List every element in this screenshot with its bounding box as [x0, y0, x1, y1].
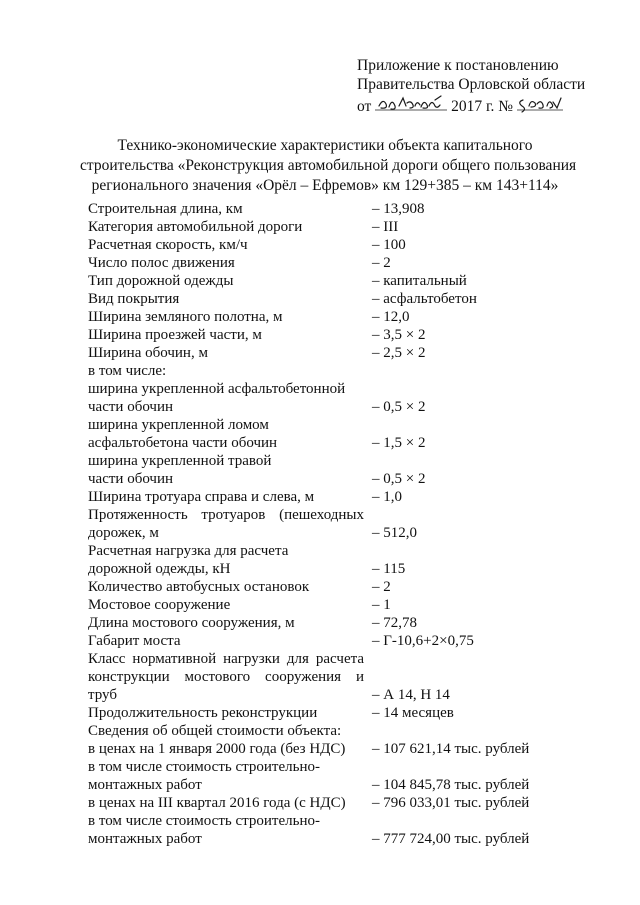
- spec-label: Ширина земляного полотна, м: [88, 309, 283, 325]
- spec-row: [88, 326, 558, 344]
- date-prefix: от: [357, 98, 372, 115]
- spec-label: труб: [88, 687, 117, 703]
- spec-value: – 1,5 × 2: [372, 435, 426, 451]
- spec-label: части обочин: [88, 471, 174, 487]
- spec-row: [88, 578, 558, 596]
- spec-row: [88, 668, 558, 686]
- spec-label: асфальтобетона части обочин: [88, 435, 278, 451]
- spec-value: – 0,5 × 2: [372, 471, 426, 487]
- spec-label: Категория автомобильной дороги: [88, 219, 303, 235]
- spec-row: [88, 704, 558, 722]
- spec-value: – 796 033,01 тыс. рублей: [372, 795, 530, 811]
- spec-row: [88, 758, 558, 776]
- handwritten-date: [375, 94, 447, 112]
- spec-value: – 13,908: [372, 201, 425, 217]
- spec-row: [88, 344, 558, 362]
- spec-label: Количество автобусных остановок: [88, 579, 310, 595]
- spec-row: [88, 632, 558, 650]
- spec-row: [88, 614, 558, 632]
- spec-row: [88, 218, 558, 236]
- spec-value: – 1,0: [372, 489, 402, 505]
- spec-label: Габарит моста: [88, 633, 181, 649]
- spec-value: – 1: [372, 597, 391, 613]
- spec-value: – 12,0: [372, 309, 410, 325]
- spec-row: [88, 596, 558, 614]
- spec-label: Ширина обочин, м: [88, 345, 208, 361]
- spec-row: [88, 272, 558, 290]
- spec-value: – 777 724,00 тыс. рублей: [372, 831, 530, 847]
- spec-label: дорожной одежды, кН: [88, 561, 231, 577]
- spec-row: [88, 560, 558, 578]
- spec-label: монтажных работ: [88, 831, 202, 847]
- spec-value: – 2: [372, 255, 391, 271]
- spec-row: [88, 470, 558, 488]
- spec-row: [88, 812, 558, 830]
- spec-label: ширина укрепленной асфальтобетонной: [88, 381, 346, 397]
- spec-label: дорожек, м: [88, 525, 159, 541]
- spec-row: [88, 434, 558, 452]
- spec-row: [88, 506, 558, 524]
- spec-value: – III: [372, 219, 399, 235]
- spec-value: – 100: [372, 237, 406, 253]
- spec-row: [88, 362, 558, 380]
- spec-label: части обочин: [88, 399, 174, 415]
- spec-row: [88, 542, 558, 560]
- spec-label: в том числе стоимость строительно-: [88, 813, 320, 829]
- date-suffix: 2017 г. №: [451, 98, 514, 115]
- spec-label: в ценах на III квартал 2016 года (с НДС): [88, 795, 346, 811]
- spec-value: – капитальный: [372, 273, 467, 289]
- appendix-date-line: [357, 94, 627, 116]
- spec-label: монтажных работ: [88, 777, 202, 793]
- spec-value: – 115: [372, 561, 406, 577]
- appendix-line-2: Правительства Орловской области: [357, 76, 586, 93]
- spec-row: [88, 380, 558, 398]
- spec-row: [88, 254, 558, 272]
- spec-label: Число полос движения: [88, 255, 235, 271]
- spec-label: Ширина тротуара справа и слева, м: [88, 489, 315, 505]
- spec-value: – 2,5 × 2: [372, 345, 426, 361]
- appendix-line-1: Приложение к постановлению: [357, 57, 559, 74]
- spec-value: – Г-10,6+2×0,75: [372, 633, 474, 649]
- spec-row: [88, 830, 558, 848]
- spec-row: [88, 650, 558, 668]
- title-line-2: строительства «Реконструкция автомобильной дороги общего пользования: [80, 157, 577, 174]
- spec-row: [88, 740, 558, 758]
- spec-row: [88, 776, 558, 794]
- spec-label: в том числе:: [88, 363, 167, 379]
- spec-label: Вид покрытия: [88, 291, 180, 307]
- spec-row: [88, 236, 558, 254]
- spec-label: Строительная длина, км: [88, 201, 243, 217]
- spec-label: Тип дорожной одежды: [88, 273, 234, 289]
- spec-label: Расчетная скорость, км/ч: [88, 237, 248, 253]
- spec-value: – 512,0: [372, 525, 417, 541]
- spec-label: Ширина проезжей части, м: [88, 327, 262, 343]
- spec-row: [88, 290, 558, 308]
- spec-row: [88, 722, 558, 740]
- spec-label: Сведения об общей стоимости объекта:: [88, 723, 342, 739]
- spec-row: [88, 524, 558, 542]
- specifications-list: [88, 200, 558, 848]
- spec-label: ширина укрепленной ломом: [88, 417, 269, 433]
- spec-value: – 0,5 × 2: [372, 399, 426, 415]
- spec-row: [88, 416, 558, 434]
- appendix-header: [357, 56, 627, 116]
- spec-label: Расчетная нагрузка для расчета: [88, 543, 289, 559]
- spec-label: Протяженность тротуаров (пешеходных: [88, 507, 364, 523]
- spec-row: [88, 452, 558, 470]
- spec-label: в ценах на 1 января 2000 года (без НДС): [88, 741, 346, 757]
- title-line-3: регионального значения «Орёл – Ефремов» км 129+385 – км 143+114»: [91, 177, 559, 194]
- title-line-1: Технико-экономические характеристики объекта капитального: [117, 137, 533, 154]
- spec-label: конструкции мостового сооружения и: [88, 669, 364, 685]
- spec-value: – 14 месяцев: [372, 705, 454, 721]
- spec-value: – 104 845,78 тыс. рублей: [372, 777, 530, 793]
- spec-value: – асфальтобетон: [372, 291, 477, 307]
- spec-row: [88, 200, 558, 218]
- spec-label: Класс нормативной нагрузки для расчета: [88, 651, 364, 667]
- spec-value: – 2: [372, 579, 391, 595]
- handwritten-number: [517, 94, 563, 112]
- spec-row: [88, 308, 558, 326]
- document-title: [80, 136, 577, 196]
- spec-label: Продолжительность реконструкции: [88, 705, 318, 721]
- spec-value: – 72,78: [372, 615, 417, 631]
- spec-row: [88, 686, 558, 704]
- spec-label: в том числе стоимость строительно-: [88, 759, 320, 775]
- spec-value: – А 14, Н 14: [372, 687, 450, 703]
- spec-value: – 3,5 × 2: [372, 327, 426, 343]
- spec-label: Мостовое сооружение: [88, 597, 231, 613]
- spec-label: Длина мостового сооружения, м: [88, 615, 295, 631]
- spec-row: [88, 488, 558, 506]
- spec-label: ширина укрепленной травой: [88, 453, 272, 469]
- spec-row: [88, 794, 558, 812]
- spec-value: – 107 621,14 тыс. рублей: [372, 741, 530, 757]
- spec-row: [88, 398, 558, 416]
